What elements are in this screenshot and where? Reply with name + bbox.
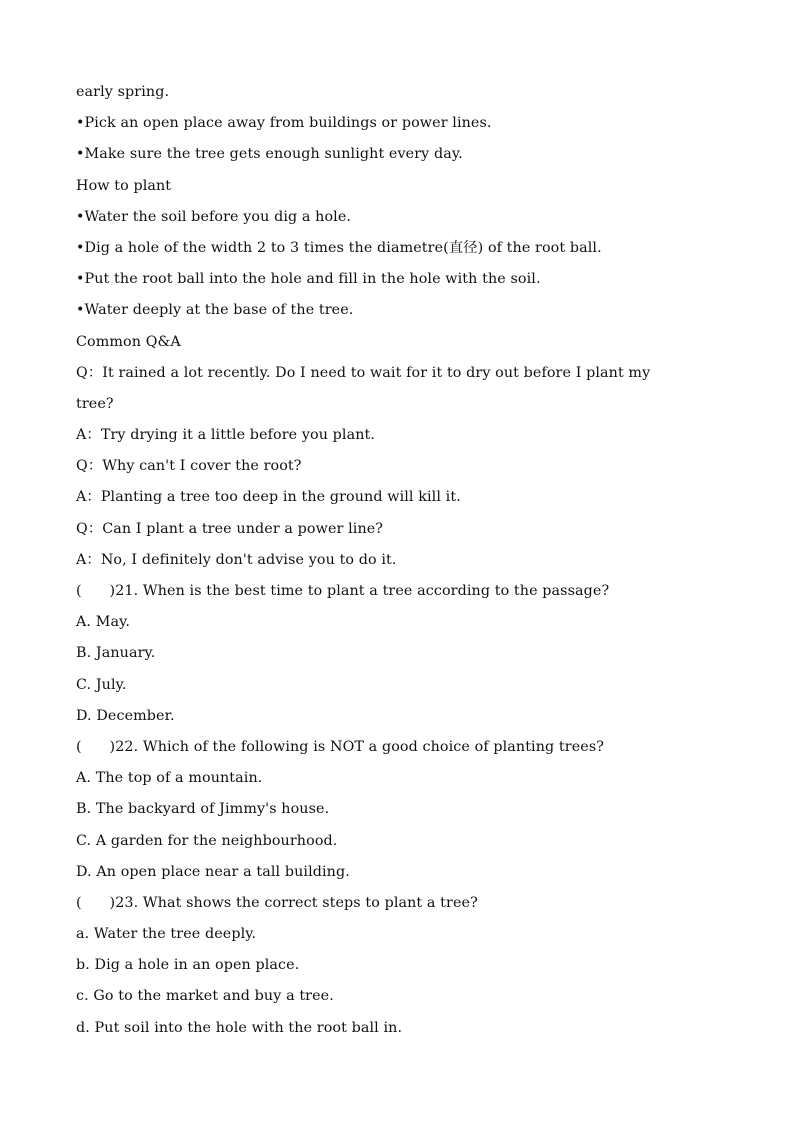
answer-option: C. July.	[76, 676, 127, 693]
bullet-item: •Put the root ball into the hole and fill in the hole with the soil.	[76, 271, 541, 288]
section-heading: How to plant	[76, 177, 172, 194]
qa-answer: A：No, I definitely don't advise you to do it.	[76, 551, 397, 568]
section-heading: Common Q&A	[76, 333, 181, 350]
answer-option: B. January.	[76, 645, 156, 662]
question-stem: ( )22. Which of the following is NOT a good choice of planting trees?	[76, 738, 605, 755]
bullet-item: •Dig a hole of the width 2 to 3 times the diametre(直径) of the root ball.	[76, 239, 602, 256]
question-stem: ( )21. When is the best time to plant a tree according to the passage?	[76, 583, 610, 599]
step-item: d. Put soil into the hole with the root ball in.	[76, 1019, 403, 1036]
qa-answer: A：Try drying it a little before you plant.	[76, 427, 376, 444]
step-item: b. Dig a hole in an open place.	[76, 957, 300, 974]
step-item: c. Go to the market and buy a tree.	[76, 988, 334, 1005]
bullet-item: •Pick an open place away from buildings or power lines.	[76, 115, 492, 132]
qa-question: tree?	[76, 395, 114, 412]
qa-question: Q：Why can't I cover the root?	[76, 458, 302, 475]
answer-option: C. A garden for the neighbourhood.	[76, 832, 338, 849]
qa-question: Q：It rained a lot recently. Do I need to wait for it to dry out before I plant my	[76, 364, 651, 381]
answer-option: D. An open place near a tall building.	[76, 863, 350, 880]
qa-answer: A：Planting a tree too deep in the ground will kill it.	[76, 489, 461, 506]
answer-option: B. The backyard of Jimmy's house.	[76, 801, 330, 818]
qa-question: Q：Can I plant a tree under a power line?	[76, 520, 384, 537]
step-item: a. Water the tree deeply.	[76, 926, 257, 943]
question-stem: ( )23. What shows the correct steps to plant a tree?	[76, 894, 478, 911]
answer-option: D. December.	[76, 707, 175, 724]
document-body	[76, 81, 726, 1048]
answer-option: A. May.	[76, 614, 130, 631]
bullet-item: •Make sure the tree gets enough sunlight every day.	[76, 146, 463, 163]
answer-option: A. The top of a mountain.	[76, 770, 263, 787]
bullet-item: •Water deeply at the base of the tree.	[76, 302, 354, 319]
text-line: early spring.	[76, 84, 170, 100]
bullet-item: •Water the soil before you dig a hole.	[76, 208, 352, 225]
